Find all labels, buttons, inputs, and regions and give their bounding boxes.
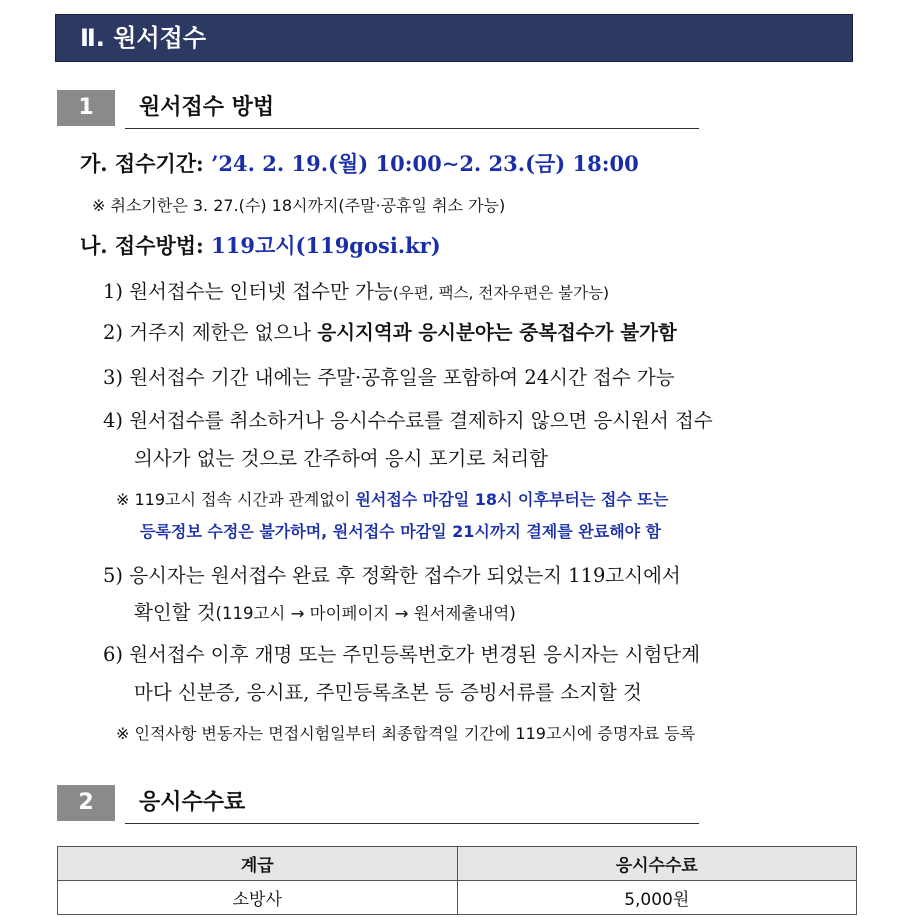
subsection-title: 원서접수 방법: [139, 95, 275, 120]
item-path: (119고시 → 마이페이지 → 원서제출내역): [215, 604, 516, 623]
identity-change-note: ※ 인적사항 변동자는 면접시험일부터 최종합격일 기간에 119고시에 증명자료 등록: [116, 724, 696, 743]
cancel-deadline-note: ※ 취소기한은 3. 27.(수) 18시까지(주말·공휴일 취소 가능): [92, 196, 506, 215]
item-number: 4): [103, 409, 124, 432]
list-item-6: [103, 639, 700, 667]
item-text: 원서접수 이후 개명 또는 주민등록번호가 변경된 응시자는 시험단계: [129, 643, 701, 666]
list-item-5-continued: [134, 597, 516, 625]
item-number: 3): [103, 366, 124, 389]
item-number: 1): [103, 280, 124, 303]
column-header-rank: 계급: [58, 847, 458, 881]
note-prefix: ※ 119고시 접속 시간과 관계없이: [116, 490, 356, 509]
item-emphasis: 응시지역과 응시분야는 중복접수가 불가함: [317, 321, 677, 344]
subsection-title: 응시수수료: [139, 790, 246, 815]
item-number: 2): [103, 321, 124, 344]
period-heading: [80, 148, 639, 178]
method-value: 119고시(119gosi.kr): [211, 233, 441, 258]
item-number: 5): [103, 564, 124, 587]
table-header-row: [58, 847, 857, 881]
section-title: Ⅱ. 원서접수: [55, 14, 853, 62]
list-item-2: [103, 317, 677, 345]
note-highlight: 원서접수 마감일 18시 이후부터는 접수 또는: [355, 490, 669, 509]
subsection-number: 1: [57, 90, 115, 126]
list-item-6-continued: 마다 신분증, 응시표, 주민등록초본 등 증빙서류를 소지할 것: [134, 681, 642, 704]
list-item-4: [103, 405, 713, 433]
subsection-underline: [125, 823, 699, 824]
subsection-underline: [125, 128, 699, 129]
item-text: 원서접수를 취소하거나 응시수수료를 결제하지 않으면 응시원서 접수: [129, 409, 713, 432]
column-header-fee: 응시수수료: [457, 847, 857, 881]
list-item-5: [103, 560, 681, 588]
period-value: ’24. 2. 19.(월) 10:00∼2. 23.(금) 18:00: [211, 151, 639, 176]
period-label: 가. 접수기간:: [80, 151, 204, 176]
deadline-note: [116, 487, 668, 510]
deadline-note-continued: 등록정보 수정은 불가하며, 원서접수 마감일 21시까지 결제를 완료해야 함: [140, 522, 662, 541]
table-row: [58, 881, 857, 915]
item-parenthetical: (우편, 팩스, 전자우편은 불가능): [392, 284, 610, 302]
item-text: 원서접수 기간 내에는 주말·공휴일을 포함하여 24시간 접수 가능: [129, 366, 675, 389]
subsection-number: 2: [57, 785, 115, 821]
item-text: 응시자는 원서접수 완료 후 정확한 접수가 되었는지 119고시에서: [129, 564, 681, 587]
list-item-4-continued: 의사가 없는 것으로 간주하여 응시 포기로 처리함: [134, 447, 548, 470]
table-cell-fee: 5,000원: [457, 881, 857, 915]
list-item-3: [103, 362, 675, 390]
item-text: 확인할 것: [134, 601, 216, 624]
table-cell-rank: 소방사: [58, 881, 458, 915]
fee-table: [57, 846, 857, 915]
list-item-1: [103, 276, 609, 304]
method-heading: [80, 230, 441, 260]
item-number: 6): [103, 643, 124, 666]
item-text: 원서접수는 인터넷 접수만 가능: [129, 280, 393, 303]
method-label: 나. 접수방법:: [80, 233, 204, 258]
item-text: 거주지 제한은 없으나: [129, 321, 318, 344]
